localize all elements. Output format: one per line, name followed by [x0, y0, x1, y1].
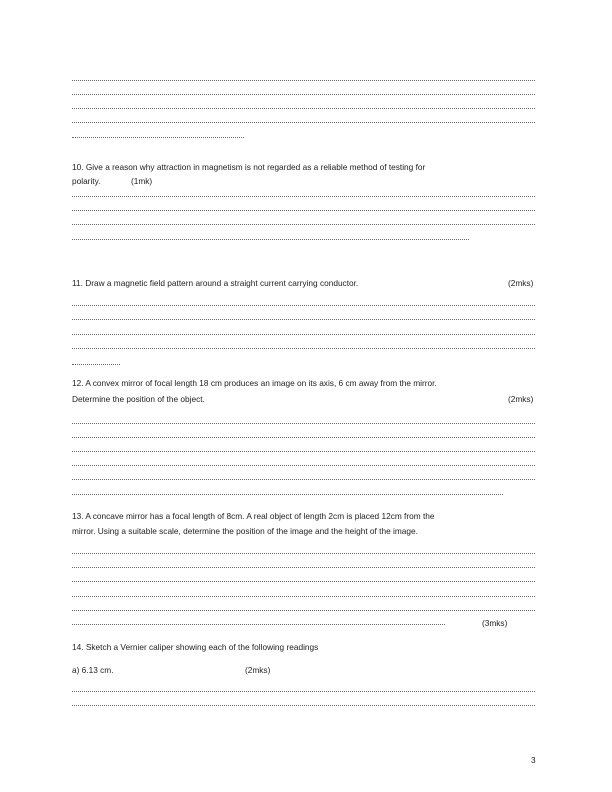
answer-line[interactable]	[72, 224, 535, 225]
question-13-text: 13. A concave mirror has a focal length of 8cm. A real object of length 2cm is placed 12cm from the	[72, 511, 435, 521]
answer-line[interactable]	[72, 423, 535, 424]
answer-line[interactable]	[72, 451, 535, 452]
question-10-marks: (1mk)	[131, 176, 153, 186]
answer-line[interactable]	[72, 305, 535, 306]
answer-line[interactable]	[72, 465, 535, 466]
answer-line[interactable]	[72, 596, 535, 597]
question-12-marks: (2mks)	[508, 394, 534, 404]
question-12-text: 12. A convex mirror of focal length 18 cm produces an image on its axis, 6 cm away from the mirror.	[72, 378, 437, 388]
question-14a-marks: (2mks)	[245, 665, 271, 675]
answer-line[interactable]	[72, 610, 535, 611]
question-13-text-cont: mirror. Using a suitable scale, determine the position of the image and the height of the image.	[72, 526, 418, 536]
question-10-text: 10. Give a reason why attraction in magnetism is not regarded as a reliable method of testing for	[72, 162, 426, 172]
answer-line[interactable]	[72, 624, 445, 625]
answer-line[interactable]	[72, 581, 535, 582]
question-11-marks: (2mks)	[508, 278, 534, 288]
question-13-marks: (3mks)	[482, 618, 508, 628]
question-12-text-cont: Determine the position of the object.	[72, 394, 205, 404]
question-10-text-cont: polarity.	[72, 176, 101, 186]
answer-line[interactable]	[72, 553, 535, 554]
answer-line[interactable]	[72, 196, 535, 197]
answer-line[interactable]	[72, 479, 535, 480]
answer-line[interactable]	[72, 239, 469, 240]
answer-line[interactable]	[72, 334, 535, 335]
answer-line[interactable]	[72, 80, 535, 81]
answer-line[interactable]	[72, 108, 535, 109]
question-11-text: 11. Draw a magnetic field pattern around a straight current carrying conductor.	[72, 278, 359, 288]
answer-line[interactable]	[72, 210, 535, 211]
answer-line[interactable]	[72, 319, 535, 320]
page-number: 3	[531, 755, 536, 765]
answer-line[interactable]	[72, 705, 535, 706]
question-14-text: 14. Sketch a Vernier caliper showing each of the following readings	[72, 642, 319, 652]
answer-line[interactable]	[72, 364, 120, 365]
answer-line[interactable]	[72, 691, 535, 692]
answer-line[interactable]	[72, 494, 503, 495]
answer-line[interactable]	[72, 348, 535, 349]
answer-line[interactable]	[72, 437, 535, 438]
answer-line[interactable]	[72, 94, 535, 95]
question-14a-text: a) 6.13 cm.	[72, 665, 114, 675]
answer-line[interactable]	[72, 137, 244, 138]
answer-line[interactable]	[72, 122, 535, 123]
answer-line[interactable]	[72, 567, 535, 568]
